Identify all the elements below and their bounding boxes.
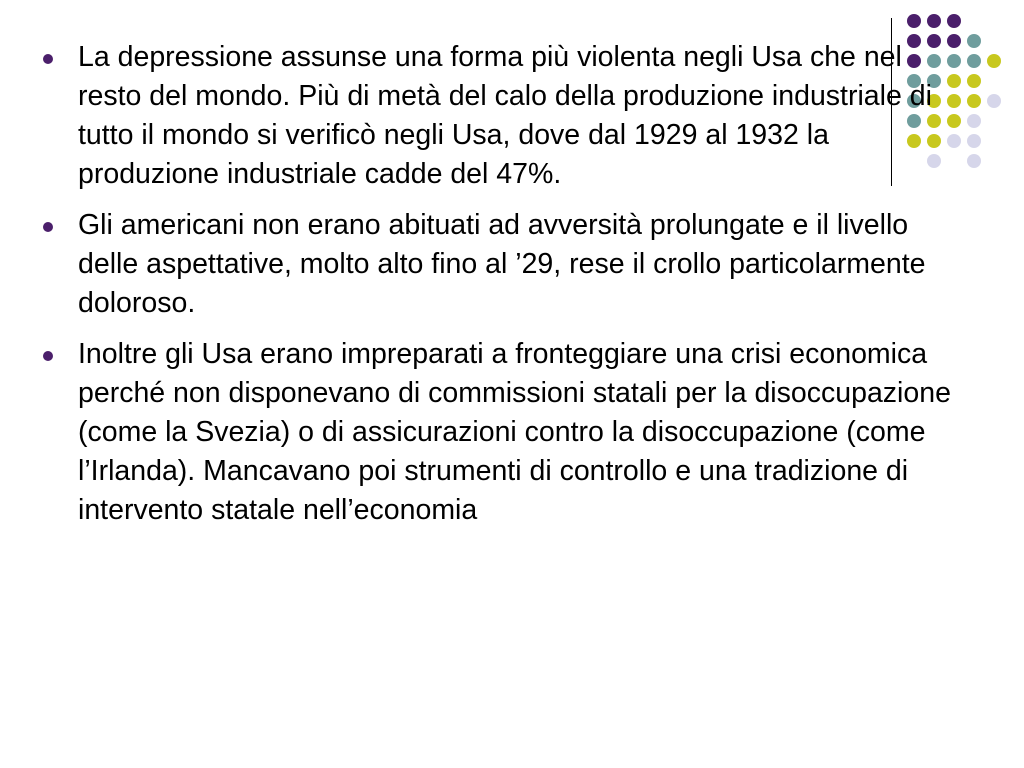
bullet-item (34, 38, 954, 194)
bullet-dot-icon (43, 351, 53, 361)
decorative-dot (967, 94, 981, 108)
decorative-dot (967, 54, 981, 68)
decorative-dot (967, 74, 981, 88)
decorative-dot (907, 14, 921, 28)
decorative-dot (967, 154, 981, 168)
bullet-list (34, 38, 954, 530)
decorative-dot (987, 54, 1001, 68)
decorative-dot (967, 34, 981, 48)
bullet-dot-icon (43, 54, 53, 64)
decorative-dot (987, 94, 1001, 108)
bullet-item (34, 335, 954, 530)
bullet-item (34, 206, 954, 323)
decorative-dot (967, 134, 981, 148)
bullet-text: Inoltre gli Usa erano impreparati a fronteggiare una crisi economica perché non disponevano di commissioni statali per la disoccupazione (come la Svezia) o di assicurazioni contro la disoccupazione (come l’Irlanda). Mancavano poi strumenti di controllo e una tradizione di intervento statale nell’economia (78, 338, 951, 526)
bullet-text: La depressione assunse una forma più violenta negli Usa che nel resto del mondo. Più di metà del calo della produzione industriale di tutto il mondo si verificò negli Usa, dove dal 1929 al 1932 la produzione industriale cadde del 47%. (78, 41, 932, 190)
decorative-dot (927, 14, 941, 28)
decorative-dot (967, 114, 981, 128)
decorative-dot (947, 14, 961, 28)
bullet-dot-icon (43, 222, 53, 232)
slide-content (34, 38, 954, 542)
bullet-text: Gli americani non erano abituati ad avversità prolungate e il livello delle aspettative, molto alto fino al ’29, rese il crollo particolarmente doloroso. (78, 209, 926, 319)
